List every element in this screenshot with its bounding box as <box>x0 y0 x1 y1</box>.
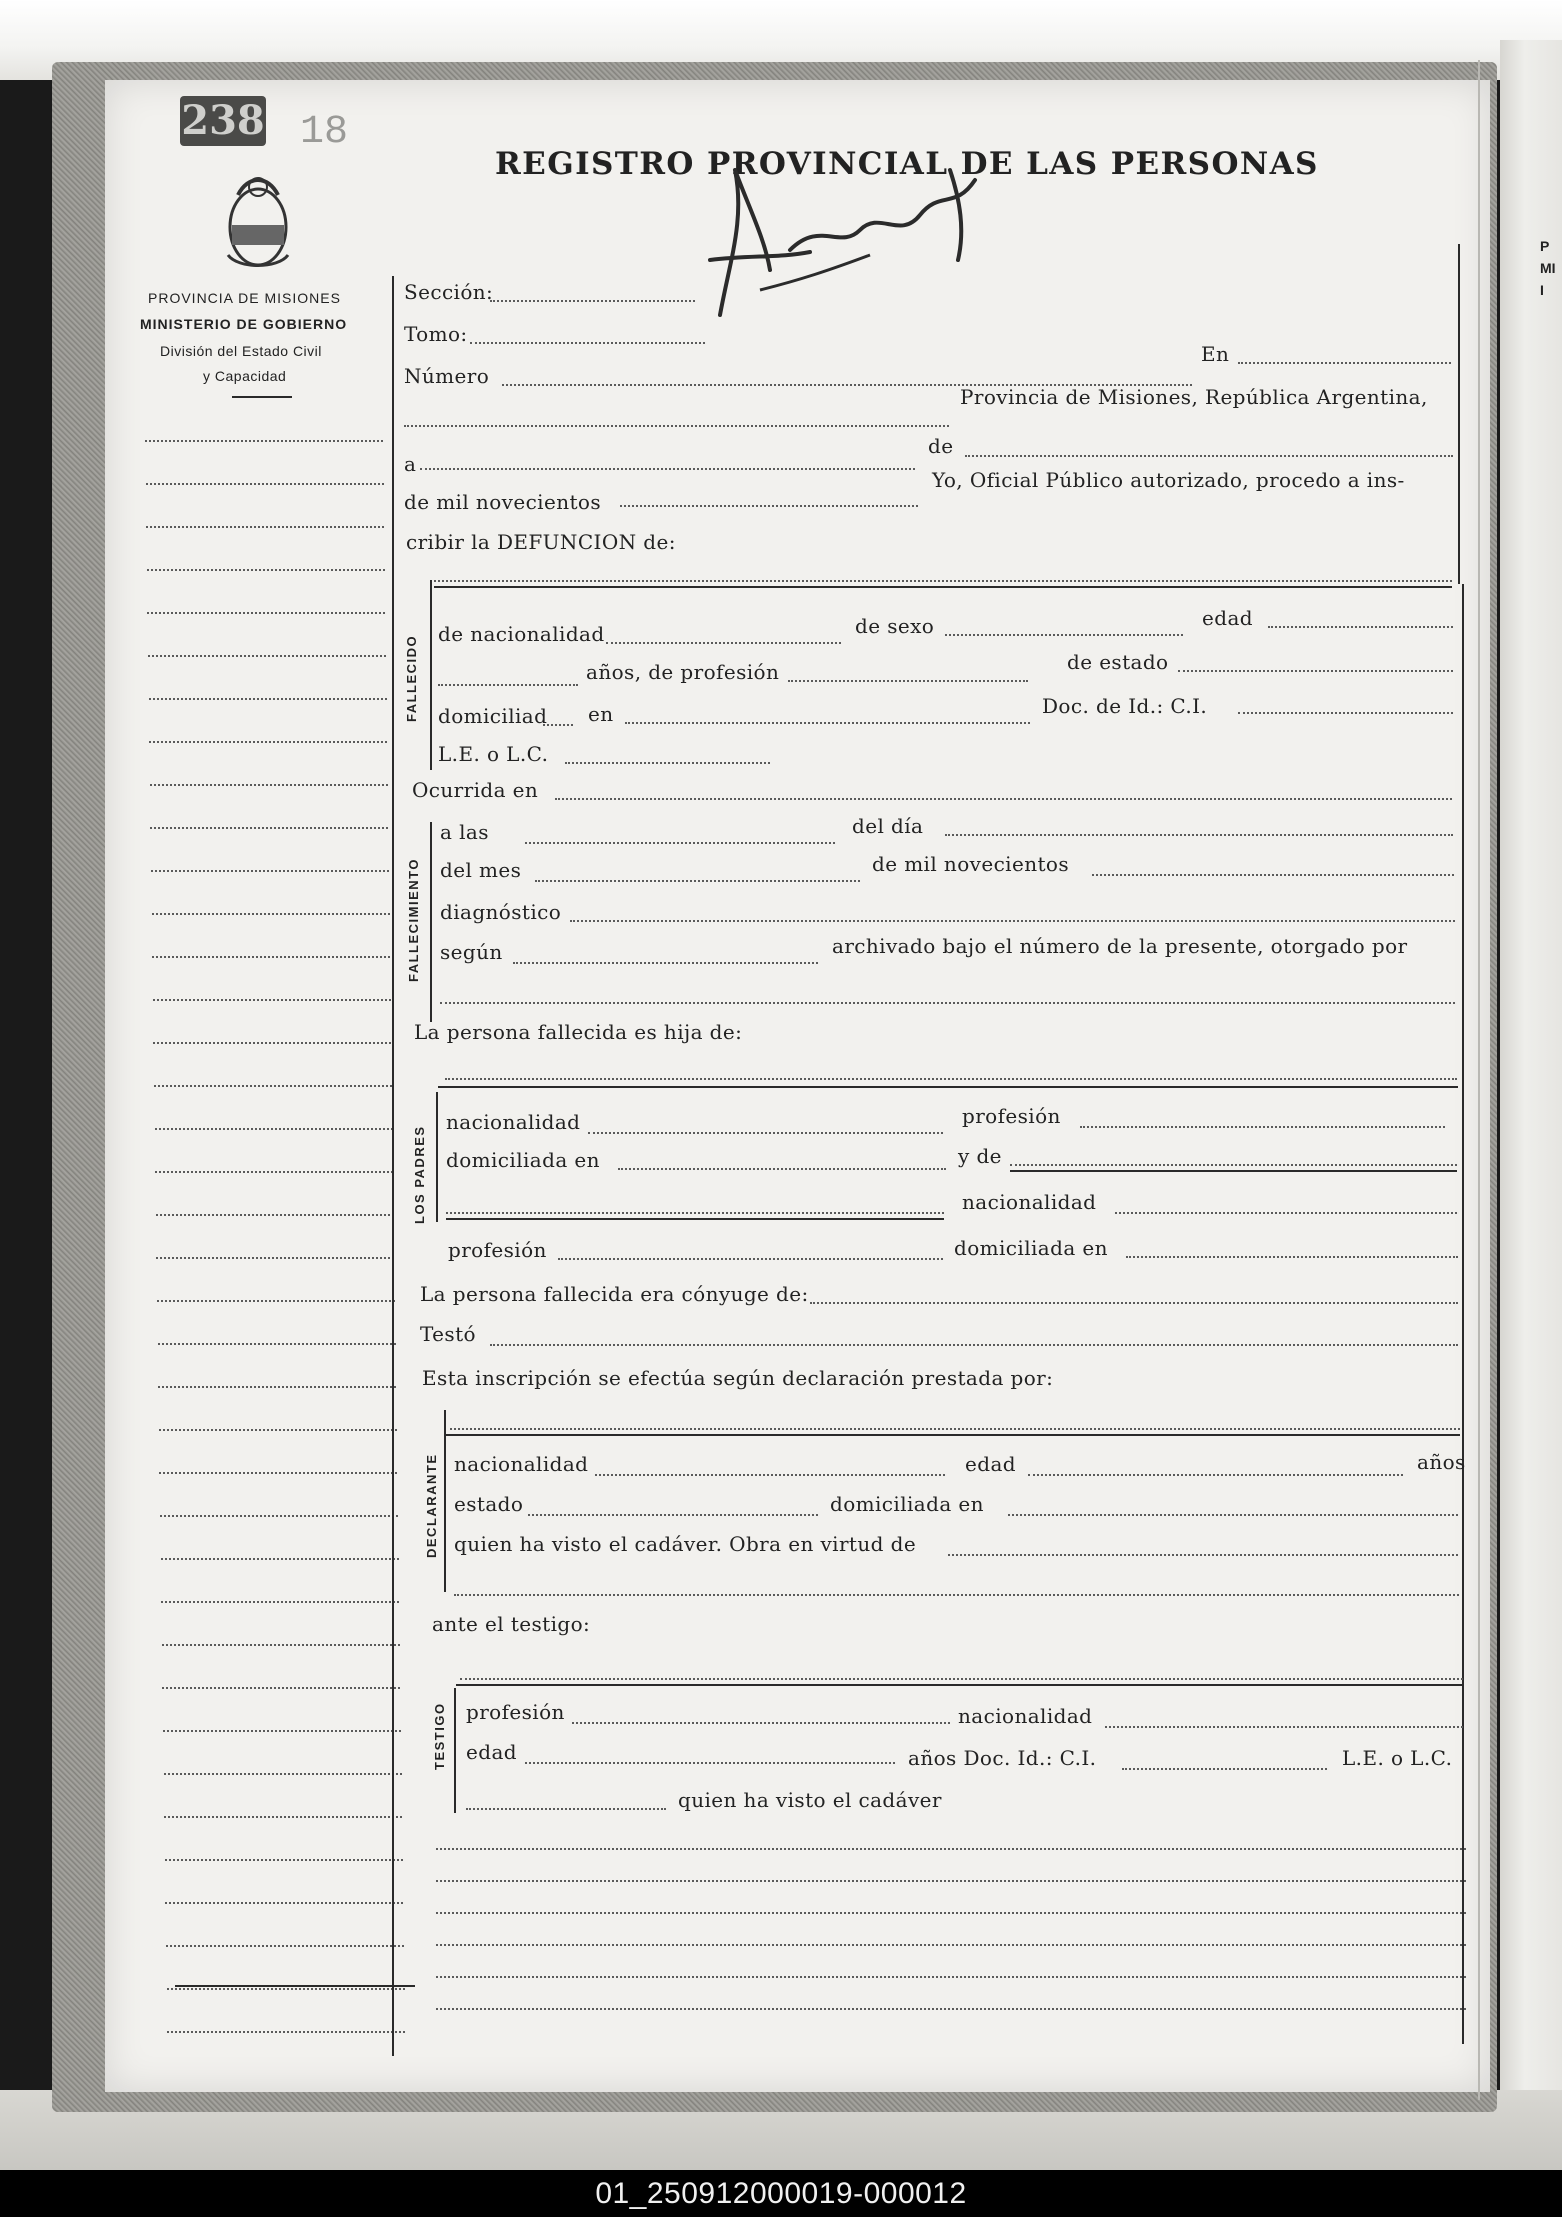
margin-note-line[interactable] <box>150 827 388 829</box>
field-segun[interactable] <box>513 962 818 964</box>
padres-rule <box>438 1086 1458 1088</box>
field-madre-domicilio[interactable] <box>1126 1256 1458 1258</box>
margin-note-line[interactable] <box>162 1644 400 1646</box>
field-le-lc[interactable] <box>565 762 770 764</box>
coat-of-arms-icon <box>218 165 298 275</box>
field-padre-nombre[interactable] <box>445 1078 1457 1080</box>
right-border <box>1462 584 1464 2044</box>
field-testigo-nombre[interactable] <box>460 1678 1463 1680</box>
adjacent-page <box>1500 40 1562 2140</box>
testigo-rule <box>456 1684 1463 1686</box>
margin-note-line[interactable] <box>147 569 385 571</box>
field-edad[interactable] <box>1268 626 1453 628</box>
margin-note-line[interactable] <box>149 741 387 743</box>
observation-line[interactable] <box>436 1848 1466 1850</box>
margin-note-line[interactable] <box>152 956 390 958</box>
testigo-bracket <box>454 1688 456 1813</box>
field-nacionalidad[interactable] <box>606 642 841 644</box>
label-de-mil-novecientos: de mil novecientos <box>404 490 602 514</box>
margin-note-line[interactable] <box>145 440 383 442</box>
field-padre-extra[interactable] <box>446 1212 944 1214</box>
authority-line-4: y Capacidad <box>203 368 287 384</box>
label-sexo: de sexo <box>855 614 935 638</box>
field-declarante-virtud[interactable] <box>948 1554 1458 1556</box>
margin-note-line[interactable] <box>161 1601 399 1603</box>
field-declarante-edad[interactable] <box>1028 1474 1403 1476</box>
margin-note-line[interactable] <box>155 1171 393 1173</box>
label-segun: según <box>440 940 503 964</box>
label-hija-de: La persona fallecida es hija de: <box>414 1020 743 1044</box>
label-numero: Número <box>404 364 490 388</box>
field-anio[interactable] <box>620 505 918 507</box>
margin-note-line[interactable] <box>165 1902 403 1904</box>
section-label-testigo: TESTIGO <box>432 1702 447 1770</box>
field-profesion[interactable] <box>788 680 1028 682</box>
label-ocurrida-en: Ocurrida en <box>412 778 539 802</box>
field-testo[interactable] <box>490 1344 1458 1346</box>
margin-note-line[interactable] <box>150 784 388 786</box>
field-testigo-nacionalidad[interactable] <box>1105 1726 1463 1728</box>
margin-note-line[interactable] <box>153 1042 391 1044</box>
margin-note-line[interactable] <box>163 1730 401 1732</box>
label-testigo-profesion: profesión <box>466 1700 565 1724</box>
margin-note-line[interactable] <box>164 1816 402 1818</box>
label-archivado: archivado bajo el número de la presente, otorgado por <box>832 934 1408 958</box>
adjacent-page-text: P MI I <box>1540 238 1556 298</box>
label-provincia: Provincia de Misiones, República Argentina, <box>960 385 1428 409</box>
folio-number: 18 <box>300 110 349 155</box>
field-del-mes[interactable] <box>535 880 860 882</box>
image-identifier: 01_250912000019-000012 <box>0 2170 1562 2217</box>
label-declarante-domiciliada: domiciliada en <box>830 1492 984 1516</box>
margin-note-line[interactable] <box>152 913 390 915</box>
label-diagnostico: diagnóstico <box>440 900 562 924</box>
label-padre-domiciliada: domiciliada en <box>446 1148 600 1172</box>
register-stamp-number: 238 <box>181 97 265 144</box>
label-conyuge: La persona fallecida era cónyuge de: <box>420 1282 809 1306</box>
fallecido-rule <box>434 586 1452 588</box>
label-declarante-edad: edad <box>965 1452 1016 1476</box>
margin-note-line[interactable] <box>158 1343 396 1345</box>
fallecido-bracket <box>430 580 432 770</box>
label-declarante-estado: estado <box>454 1492 524 1516</box>
authority-line-3: División del Estado Civil <box>160 343 322 359</box>
field-de[interactable] <box>965 455 1453 457</box>
label-del-mes: del mes <box>440 858 522 882</box>
declarante-bracket <box>444 1410 446 1592</box>
field-conyuge[interactable] <box>810 1302 1458 1304</box>
margin-note-line[interactable] <box>146 483 384 485</box>
field-a[interactable] <box>420 468 915 470</box>
label-declarante-nacionalidad: nacionalidad <box>454 1452 589 1476</box>
field-nombre-fallecido[interactable] <box>434 580 1452 582</box>
observation-line[interactable] <box>436 1880 1466 1882</box>
field-diagnostico[interactable] <box>570 920 1455 922</box>
margin-note-line[interactable] <box>159 1472 397 1474</box>
margin-note-line[interactable] <box>155 1128 393 1130</box>
label-testigo-visto: quien ha visto el cadáver <box>678 1788 942 1812</box>
label-edad: edad <box>1202 606 1253 630</box>
field-tomo[interactable] <box>470 342 705 344</box>
label-en: En <box>1201 342 1230 366</box>
label-testigo-nacionalidad: nacionalidad <box>958 1704 1093 1728</box>
authority-underline <box>232 396 292 398</box>
label-testigo-le-lc: L.E. o L.C. <box>1342 1746 1453 1770</box>
margin-divider <box>392 276 394 2056</box>
label-en-domicilio: en <box>588 702 614 726</box>
label-yo-oficial: Yo, Oficial Público autorizado, procedo a ins- <box>932 468 1405 492</box>
right-border-top <box>1458 244 1460 584</box>
label-declarante-anos: años <box>1417 1450 1466 1474</box>
label-del-dia: del día <box>852 814 924 838</box>
label-doc-id: Doc. de Id.: C.I. <box>1042 694 1208 718</box>
field-otorgado-por[interactable] <box>440 1002 1455 1004</box>
margin-note-line[interactable] <box>151 870 389 872</box>
section-label-fallecido: FALLECIDO <box>404 634 419 722</box>
label-nacionalidad: de nacionalidad <box>438 622 605 646</box>
field-madre-profesion[interactable] <box>558 1258 943 1260</box>
margin-note-line[interactable] <box>160 1515 398 1517</box>
field-declarante-nacionalidad[interactable] <box>595 1474 945 1476</box>
label-estado: de estado <box>1067 650 1169 674</box>
label-ante-testigo: ante el testigo: <box>432 1612 591 1636</box>
margin-note-line[interactable] <box>154 1085 392 1087</box>
label-a: a <box>404 452 417 476</box>
handwritten-signature <box>690 140 990 330</box>
padres-rule-2 <box>446 1218 944 1220</box>
label-padre-profesion: profesión <box>962 1104 1061 1128</box>
margin-note-line[interactable] <box>156 1257 394 1259</box>
label-inscribir: cribir la DEFUNCION de: <box>406 530 676 554</box>
label-y-de: y de <box>958 1144 1002 1168</box>
declarante-rule <box>446 1434 1460 1436</box>
label-anos-profesion: años, de profesión <box>586 660 780 684</box>
observation-line[interactable] <box>436 1976 1466 1978</box>
field-madre-nombre[interactable] <box>1010 1164 1457 1166</box>
madre-rule <box>1010 1170 1457 1172</box>
label-madre-nacionalidad: nacionalidad <box>962 1190 1097 1214</box>
margin-note-line[interactable] <box>158 1386 396 1388</box>
field-testigo-profesion[interactable] <box>572 1722 950 1724</box>
margin-note-line[interactable] <box>167 2031 405 2033</box>
field-declarante-nombre[interactable] <box>450 1428 1460 1430</box>
margin-note-line[interactable] <box>149 698 387 700</box>
label-tomo: Tomo: <box>404 322 468 346</box>
field-madre-nacionalidad[interactable] <box>1115 1212 1457 1214</box>
field-declarante-domicilio[interactable] <box>1008 1514 1458 1516</box>
label-madre-profesion: profesión <box>448 1238 547 1262</box>
margin-bottom-rule <box>175 1985 415 1987</box>
field-seccion[interactable] <box>490 300 695 302</box>
field-domicilio[interactable] <box>625 722 1030 724</box>
label-le-lc: L.E. o L.C. <box>438 742 549 766</box>
margin-note-line[interactable] <box>167 1988 405 1990</box>
margin-note-line[interactable] <box>165 1859 403 1861</box>
margin-note-line[interactable] <box>157 1300 395 1302</box>
margin-note-line[interactable] <box>147 612 385 614</box>
label-inscripcion: Esta inscripción se efectúa según declaración prestada por: <box>422 1366 1054 1390</box>
field-domiciliado-suffix[interactable] <box>543 724 573 726</box>
authority-line-1: PROVINCIA DE MISIONES <box>148 290 341 306</box>
label-declarante-visto: quien ha visto el cadáver. Obra en virtud de <box>454 1532 917 1556</box>
section-label-fallecimiento: FALLECIMIENTO <box>406 858 421 982</box>
margin-note-line[interactable] <box>156 1214 394 1216</box>
label-madre-domiciliada: domiciliada en <box>954 1236 1108 1260</box>
field-testigo-ci[interactable] <box>1122 1768 1327 1770</box>
observation-line[interactable] <box>436 1944 1466 1946</box>
label-seccion: Sección: <box>404 280 494 304</box>
margin-note-line[interactable] <box>146 526 384 528</box>
section-label-declarante: DECLARANTE <box>424 1453 439 1558</box>
label-testigo-anos-doc: años Doc. Id.: C.I. <box>908 1746 1097 1770</box>
field-declarante-extra[interactable] <box>454 1594 1459 1596</box>
field-edad-anos[interactable] <box>438 684 578 686</box>
label-padre-nacionalidad: nacionalidad <box>446 1110 581 1134</box>
label-a-las: a las <box>440 820 489 844</box>
field-lugar[interactable] <box>404 425 949 427</box>
margin-note-line[interactable] <box>159 1429 397 1431</box>
label-testigo-edad: edad <box>466 1740 517 1764</box>
page-edge <box>1478 60 1480 2100</box>
label-testo: Testó <box>420 1322 476 1346</box>
authority-line-2: MINISTERIO DE GOBIERNO <box>140 316 348 332</box>
fallecimiento-bracket <box>430 822 432 1022</box>
label-de-mil-novecientos-2: de mil novecientos <box>872 852 1070 876</box>
observation-line[interactable] <box>436 2008 1466 2010</box>
margin-note-line[interactable] <box>166 1945 404 1947</box>
field-declarante-estado[interactable] <box>528 1514 818 1516</box>
label-domiciliado: domiciliad <box>438 704 548 728</box>
margin-note-line[interactable] <box>153 999 391 1001</box>
margin-note-line[interactable] <box>162 1687 400 1689</box>
margin-note-line[interactable] <box>148 655 386 657</box>
observation-line[interactable] <box>436 1912 1466 1914</box>
field-padre-nacionalidad[interactable] <box>588 1132 943 1134</box>
page-title: REGISTRO PROVINCIAL DE LAS PERSONAS <box>495 146 1319 182</box>
field-anio-fallecimiento[interactable] <box>1092 874 1454 876</box>
margin-note-line[interactable] <box>164 1773 402 1775</box>
field-sexo[interactable] <box>945 634 1183 636</box>
field-ci[interactable] <box>1238 712 1453 714</box>
padres-bracket <box>436 1092 438 1222</box>
field-padre-profesion[interactable] <box>1080 1126 1445 1128</box>
field-ocurrida-en[interactable] <box>555 798 1452 800</box>
label-de: de <box>928 434 954 458</box>
field-padre-domicilio[interactable] <box>618 1168 946 1170</box>
margin-note-line[interactable] <box>161 1558 399 1560</box>
field-del-dia[interactable] <box>945 834 1453 836</box>
field-testigo-edad[interactable] <box>525 1762 895 1764</box>
field-estado[interactable] <box>1178 670 1453 672</box>
field-testigo-le-lc[interactable] <box>466 1808 666 1810</box>
section-label-padres: LOS PADRES <box>412 1125 427 1224</box>
field-en[interactable] <box>1238 362 1451 364</box>
field-a-las[interactable] <box>525 842 835 844</box>
